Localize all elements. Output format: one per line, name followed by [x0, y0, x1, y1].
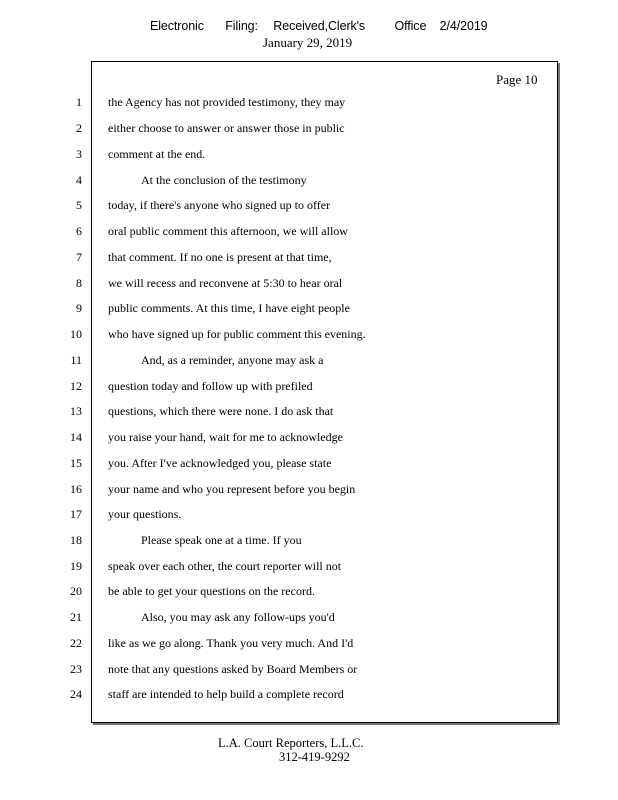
transcript-line: that comment. If no one is present at that time, [108, 250, 332, 264]
transcript-line: either choose to answer or answer those in public [108, 121, 345, 135]
transcript-line: today, if there's anyone who signed up to offer [108, 198, 331, 212]
line-number: 16 [70, 482, 82, 496]
line-number: 24 [70, 687, 82, 701]
transcript-line: like as we go along. Thank you very much. And I'd [108, 636, 354, 650]
line-number: 21 [70, 610, 82, 624]
transcript-line: you. After I've acknowledged you, please state [108, 456, 332, 470]
transcript-line: speak over each other, the court reporter will not [108, 559, 342, 573]
transcript-line: public comments. At this time, I have eight people [108, 301, 350, 315]
line-number: 12 [70, 379, 82, 393]
transcript-line: comment at the end. [108, 147, 206, 161]
transcript-line: who have signed up for public comment this evening. [108, 327, 366, 341]
stamp-date: 2/4/2019 [439, 19, 488, 33]
transcript-line: oral public comment this afternoon, we will allow [108, 224, 348, 238]
line-number: 8 [76, 276, 82, 290]
line-number: 2 [76, 121, 82, 135]
line-number: 5 [76, 198, 82, 212]
transcript-line: your questions. [108, 507, 182, 521]
line-number: 9 [76, 301, 82, 315]
line-number: 17 [70, 507, 82, 521]
line-number: 23 [70, 662, 82, 676]
line-number: 22 [70, 636, 82, 650]
stamp-electronic: Electronic [150, 19, 204, 33]
stamp-office: Office [394, 19, 427, 33]
transcript-line: the Agency has not provided testimony, they may [108, 95, 346, 109]
line-number: 13 [70, 404, 82, 418]
court-reporter-name: L.A. Court Reporters, L.L.C. [218, 736, 364, 750]
transcript-line: you raise your hand, wait for me to acknowledge [108, 430, 343, 444]
court-reporter-phone: 312-419-9292 [279, 750, 350, 764]
hearing-date: January 29, 2019 [263, 35, 353, 50]
line-number: 3 [76, 147, 82, 161]
transcript-line: questions, which there were none. I do ask that [108, 404, 334, 418]
transcript-line: Please speak one at a time. If you [141, 533, 302, 547]
page-number: Page 10 [496, 72, 538, 87]
line-number: 15 [70, 456, 82, 470]
stamp-filing: Filing: [225, 19, 258, 33]
line-number: 14 [70, 430, 82, 444]
transcript-line: note that any questions asked by Board Members or [108, 662, 358, 676]
line-number: 7 [76, 250, 82, 264]
transcript-line: At the conclusion of the testimony [141, 173, 307, 187]
transcript-line: question today and follow up with prefiled [108, 379, 313, 393]
electronic-filing-stamp [150, 19, 488, 33]
line-number: 10 [70, 327, 82, 341]
line-number: 4 [76, 173, 82, 187]
transcript-line: we will recess and reconvene at 5:30 to hear oral [108, 276, 343, 290]
line-number: 11 [70, 353, 82, 367]
line-number: 6 [76, 224, 82, 238]
transcript-line: Also, you may ask any follow-ups you'd [141, 610, 335, 624]
stamp-received: Received,Clerk's [273, 19, 366, 33]
transcript-line: staff are intended to help build a complete record [108, 687, 344, 701]
line-number: 1 [76, 95, 82, 109]
transcript-line: be able to get your questions on the record. [108, 584, 315, 598]
transcript-line: And, as a reminder, anyone may ask a [141, 353, 324, 367]
line-number: 19 [70, 559, 82, 573]
transcript-line: your name and who you represent before you begin [108, 482, 356, 496]
line-number: 20 [70, 584, 82, 598]
line-number: 18 [70, 533, 82, 547]
